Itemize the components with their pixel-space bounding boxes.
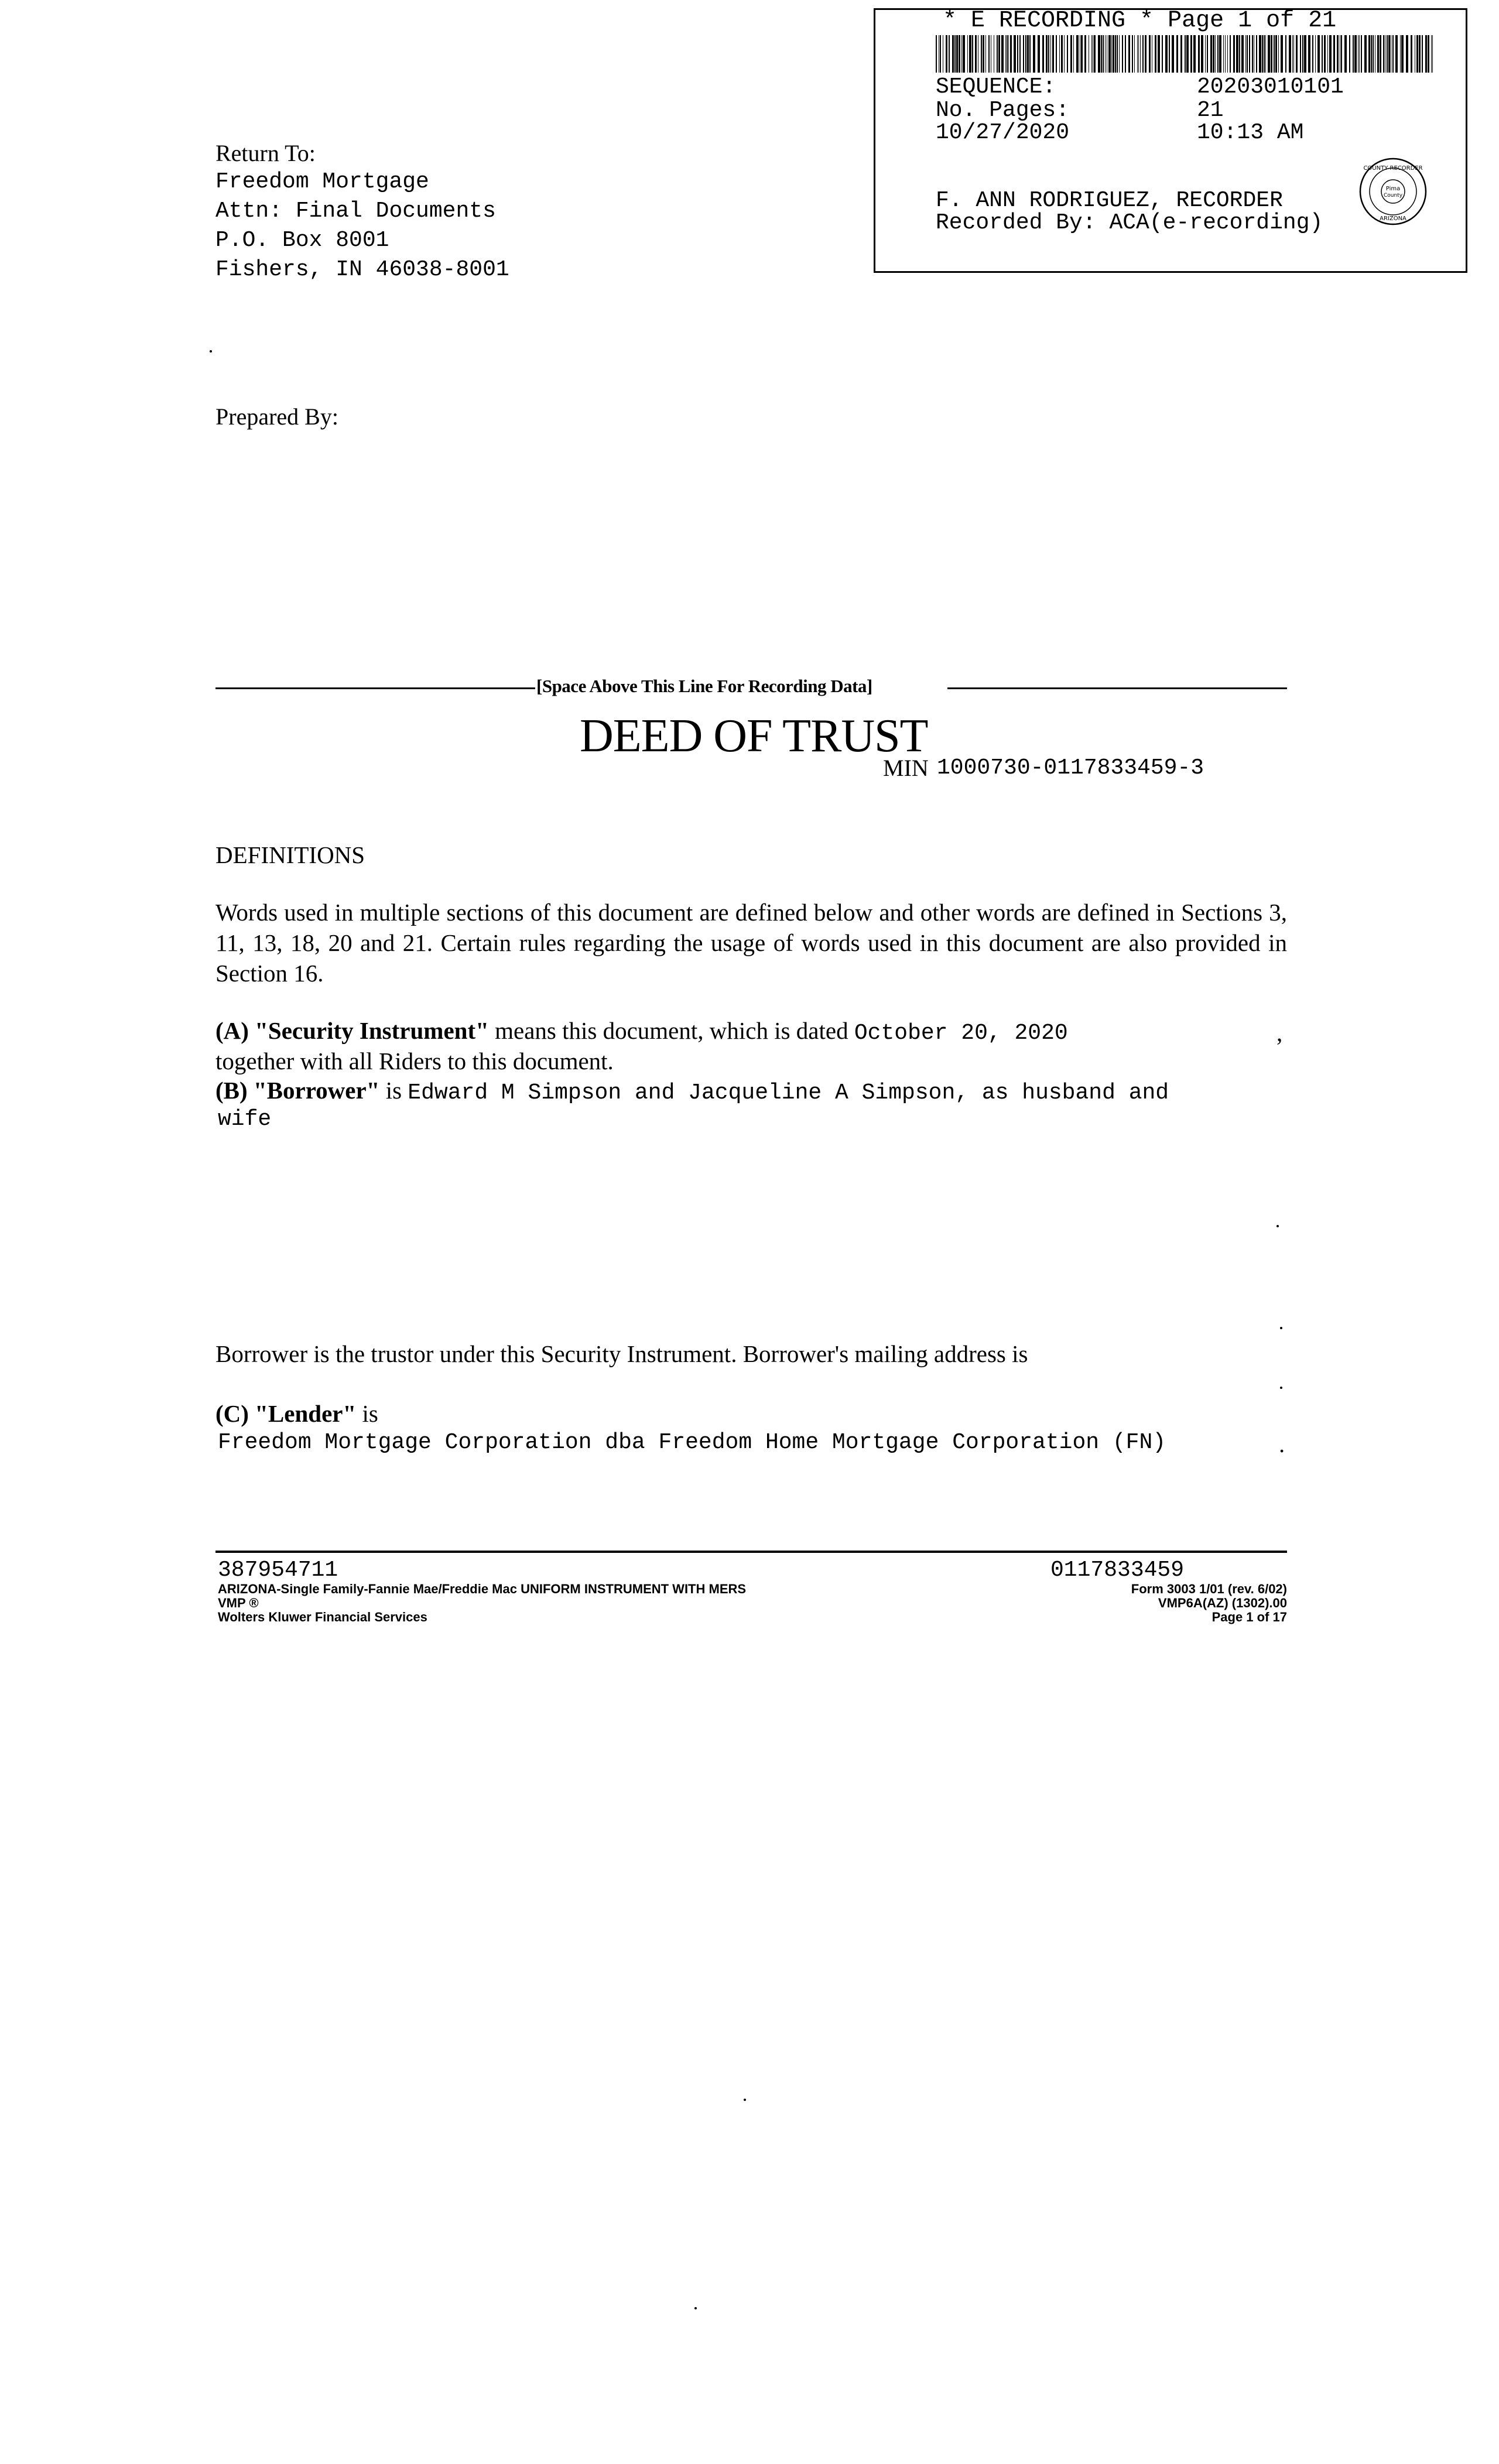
barcode-bar [1419,35,1421,73]
barcode-bar [1064,35,1065,73]
barcode-bar [1176,35,1178,73]
barcode-bar [1268,35,1270,73]
return-to-line: Fishers, IN 46038-8001 [215,257,509,282]
svg-text:ARIZONA: ARIZONA [1380,215,1406,222]
barcode-bar [1084,35,1086,73]
scan-speck [744,2099,746,2101]
county-recorder-seal-icon [1358,157,1428,226]
barcode-bar [1312,35,1313,73]
barcode-bar [1406,35,1408,73]
barcode-bar [1302,35,1303,73]
barcode-bar [1264,35,1265,73]
barcode-bar [1042,35,1044,73]
barcode-bar [1401,35,1404,73]
barcode-bar [1217,35,1219,73]
barcode-bar [949,35,950,73]
definitions-intro: Words used in multiple sections of this document are defined below and other words are defined in Sections 3, 11, 13, 18, 20 and 21. Certain rules regarding the usage of words used in this document are also provided in Section 16. [215,899,1287,987]
footer-form-title: ARIZONA-Single Family-Fannie Mae/Freddie Mac UNIFORM INSTRUMENT WITH MERS [218,1582,747,1596]
barcode-bar [1262,35,1263,73]
lender-period: . [1279,1431,1285,1457]
barcode-bar [1169,35,1170,73]
barcode-bar [1111,35,1112,73]
barcode-bar [1149,35,1151,73]
footer-form-code: VMP6A(AZ) (1302).00 [1158,1596,1287,1610]
barcode-bar [1215,35,1216,73]
barcode-bar [1029,35,1031,73]
svg-text:Pima: Pima [1385,186,1401,192]
recorder-name: F. ANN RODRIGUEZ, RECORDER [936,188,1283,213]
barcode-bar [1236,35,1238,73]
lender-name: Freedom Mortgage Corporation dba Freedom Home Mortgage Corporation (FN) [218,1430,1166,1455]
scan-speck [1280,1327,1282,1329]
barcode-bar [1059,35,1060,73]
recorded-by: Recorded By: ACA(e-recording) [936,210,1323,235]
barcode-bar [1416,35,1418,73]
recording-title: * E RECORDING * Page 1 of 21 [943,8,1337,34]
barcode-bar [1190,35,1192,73]
barcode-bar [985,35,986,73]
barcode-bar [1158,35,1160,73]
barcode-bar [1233,35,1235,73]
barcode-bar [1274,35,1275,73]
recording-space-label: [Space Above This Line For Recording Data] [536,676,872,696]
borrower-names-cont: wife [218,1107,272,1132]
section-a-date: October 20, 2020 [854,1021,1068,1046]
barcode-bar [997,35,998,73]
barcode-bar [1165,35,1168,73]
barcode-bar [1193,35,1196,73]
barcode-bar [1098,35,1100,73]
barcode-bar [1296,35,1298,73]
return-to-line: P.O. Box 8001 [215,228,389,253]
barcode-bar [988,35,990,73]
barcode-bar [1048,35,1049,73]
barcode-bar [1113,35,1114,73]
barcode-bar [1292,35,1293,73]
barcode-bar [1185,35,1186,73]
barcode-bar [1017,35,1018,73]
barcode-bar [1180,35,1182,73]
min-label: MIN [883,755,929,781]
barcode-bar [1281,35,1283,73]
barcode-bar [1103,35,1104,73]
barcode-bar [1252,35,1253,73]
footer-loan-number: 0117833459 [1050,1558,1185,1583]
barcode-bar [1411,35,1412,73]
barcode-bar [1265,35,1266,73]
barcode-bar [1364,35,1367,73]
recording-date: 10/27/2020 [936,120,1070,145]
barcode-bar [1010,35,1012,73]
barcode-bar [1354,35,1357,73]
barcode-bar [1285,35,1286,73]
barcode-bar [1230,35,1231,73]
barcode-bar [1091,35,1092,73]
barcode-bar [1241,35,1244,73]
barcode-bar [1337,35,1339,73]
barcode-bar [940,35,941,73]
barcode-bar [1137,35,1138,73]
barcode-bar [1249,35,1250,73]
barcode-bar [1223,35,1224,73]
barcode-bar [1140,35,1141,73]
barcode-bar [1162,35,1163,73]
barcode-bar [1353,35,1354,73]
section-a-label: (A) "Security Instrument" [215,1017,489,1044]
barcode-bar [1014,35,1016,73]
barcode-bar [1145,35,1147,73]
barcode-bar [952,35,954,73]
barcode-bar [983,35,984,73]
footer-loan-id: 387954711 [218,1558,338,1583]
barcode-bar [1038,35,1040,73]
barcode-bar [1322,35,1323,73]
barcode-bar [1198,35,1200,73]
barcode-bar [1005,35,1006,73]
barcode-bar [1293,35,1294,73]
footer-vmp: VMP ® [218,1596,259,1610]
barcode-bar [1227,35,1228,73]
borrower-names: Edward M Simpson and Jacqueline A Simpson, as husband and [408,1080,1169,1106]
barcode-bar [969,35,971,73]
barcode-bar [1067,35,1068,73]
barcode-bar [1076,35,1079,73]
barcode-bar [946,35,947,73]
barcode-bar [1361,35,1362,73]
barcode-bar [961,35,962,73]
barcode-bar [1333,35,1335,73]
barcode-bar [959,35,960,73]
barcode-bar [1128,35,1130,73]
barcode-bar [1186,35,1189,73]
section-a-comma: , [1276,1019,1283,1046]
barcode-bar [1422,35,1423,73]
barcode-bar [1275,35,1277,73]
section-b [215,1075,1169,1108]
barcode-bar [975,35,977,73]
barcode-bar [1061,35,1063,73]
section-a-text: means this document, which is dated [495,1017,848,1044]
return-to-line: Attn: Final Documents [215,199,496,224]
return-to-heading: Return To: [215,140,316,166]
barcode-bar [954,35,956,73]
recording-line-left [215,687,535,689]
barcode-bar [1119,35,1120,73]
barcode-bar [1349,35,1350,73]
barcode-bar [1304,35,1306,73]
barcode-bar [1300,35,1301,73]
prepared-by-label: Prepared By: [215,403,338,430]
barcode-bar [972,35,973,73]
barcode-bar [1052,35,1054,73]
sequence-label: SEQUENCE: [936,74,1056,100]
barcode-bar [1289,35,1291,73]
section-b-label: (B) "Borrower" [215,1077,380,1104]
section-a [215,1015,1068,1049]
barcode-bar [1033,35,1035,73]
barcode-bar [1073,35,1074,73]
barcode-bar [1213,35,1214,73]
barcode-bar [1380,35,1381,73]
barcode-bar [1105,35,1106,73]
recording-line-right [947,687,1287,689]
barcode-bar [1056,35,1057,73]
barcode-bar [1395,35,1398,73]
barcode-bar [1027,35,1029,73]
barcode-bar [1172,35,1174,73]
barcode-bar [1271,35,1272,73]
barcode-bar [1373,35,1374,73]
footer-page-number: Page 1 of 17 [1211,1610,1287,1624]
footer-rule [215,1551,1287,1553]
barcode-bar [1070,35,1072,73]
barcode-bar [1094,35,1096,73]
barcode-bar [1431,35,1432,73]
barcode-bar [956,35,958,73]
barcode-bar [1019,35,1021,73]
footer-form-number: Form 3003 1/01 (rev. 6/02) [1131,1582,1287,1596]
barcode-bar [1219,35,1221,73]
footer-publisher: Wolters Kluwer Financial Services [218,1610,427,1624]
barcode-bar [1308,35,1310,73]
barcode-bar [1245,35,1246,73]
barcode-bar [1428,35,1429,73]
return-to-line: Freedom Mortgage [215,169,429,194]
barcode-bar [1371,35,1372,73]
svg-text:COUNTY RECORDER: COUNTY RECORDER [1363,165,1423,172]
barcode-bar [1383,35,1384,73]
scan-speck [1280,1387,1282,1389]
barcode-bar [1359,35,1360,73]
barcode-bar [1205,35,1206,73]
barcode-bar [936,35,937,73]
barcode-bar [1117,35,1118,73]
barcode-bar [1425,35,1427,73]
barcode-bar [1142,35,1144,73]
barcode-bar [967,35,968,73]
section-b-text: is [385,1077,402,1104]
barcode-bar [1377,35,1379,73]
barcode-bar [1210,35,1212,73]
scan-speck [210,350,212,353]
barcode-bar [1025,35,1026,73]
barcode-bar [1108,35,1111,73]
pages-label: No. Pages: [936,98,1070,123]
barcode-bar [1046,35,1048,73]
barcode-bar [1388,35,1390,73]
barcode-bar [1317,35,1320,73]
barcode-bar [1278,35,1279,73]
section-c-text: is [362,1400,378,1427]
barcode-bar [998,35,1000,73]
barcode-bar [1247,35,1248,73]
barcode-bar [1001,35,1004,73]
scan-speck [694,2307,697,2309]
barcode-bar [1259,35,1261,73]
barcode-bar [1201,35,1203,73]
barcode-bar [1134,35,1135,73]
barcode-bar [1115,35,1116,73]
section-a-continuation: together with all Riders to this document. [215,1048,614,1074]
barcode-bar [1023,35,1024,73]
barcode-bar [1315,35,1316,73]
trustor-statement: Borrower is the trustor under this Security Instrument. Borrower's mailing address is [215,1340,1028,1367]
barcode-bar [1207,35,1208,73]
barcode-bar [1341,35,1342,73]
barcode-bar [1387,35,1388,73]
barcode-bar [1256,35,1257,73]
barcode-bar [1368,35,1370,73]
barcode-bar [1007,35,1008,73]
barcode-bar [1081,35,1083,73]
barcode-bar [1125,35,1126,73]
barcode-bar [1239,35,1240,73]
barcode-bar [1392,35,1394,73]
svg-text:County: County [1383,193,1403,199]
min-value: 1000730-0117833459-3 [937,755,1204,781]
barcode-bar [1138,35,1139,73]
document-title: DEED OF TRUST [580,710,928,762]
scan-speck [1276,1225,1279,1227]
barcode-bar [1329,35,1332,73]
sequence-value: 20203010101 [1197,74,1344,100]
pages-value: 21 [1197,98,1224,123]
barcode-bar [1132,35,1133,73]
barcode-bar [1050,35,1051,73]
section-c [215,1398,378,1429]
barcode-bar [1225,35,1226,73]
barcode-bar [1008,35,1009,73]
barcode-bar [1432,35,1433,73]
barcode-bar [1344,35,1347,73]
section-c-label: (C) "Lender" [215,1400,357,1427]
barcode-bar [1327,35,1328,73]
recording-time: 10:13 AM [1197,120,1304,145]
barcode-image [936,35,1433,73]
barcode-bar [1101,35,1102,73]
barcode-bar [1400,35,1401,73]
barcode-bar [1122,35,1123,73]
barcode-bar [963,35,965,73]
barcode-bar [1324,35,1326,73]
barcode-bar [1155,35,1156,73]
definitions-heading: DEFINITIONS [215,841,365,868]
barcode-bar [981,35,982,73]
